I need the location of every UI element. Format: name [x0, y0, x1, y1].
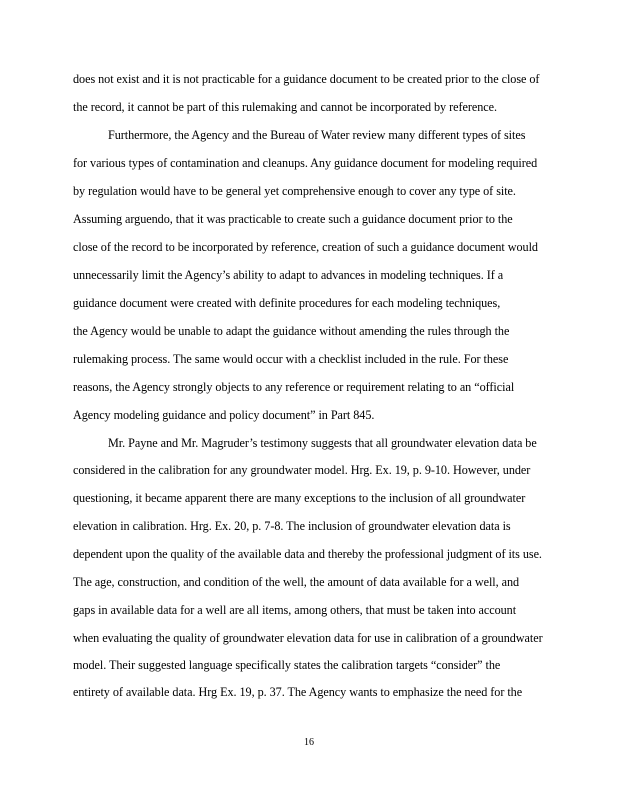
- text-line-18: dependent upon the quality of the available data and thereby the professional judgment of its use.: [73, 547, 542, 561]
- text-line-7: close of the record to be incorporated by reference, creation of such a guidance document would: [73, 240, 538, 254]
- text-line-19: The age, construction, and condition of the well, the amount of data available for a well, and: [73, 575, 520, 589]
- text-line-12: reasons, the Agency strongly objects to any reference or requirement relating to an “official: [73, 380, 515, 394]
- text-line-23: entirety of available data. Hrg Ex. 19, p. 37. The Agency wants to emphasize the need for the: [73, 685, 523, 699]
- text-line-20: gaps in available data for a well are all items, among others, that must be taken into account: [73, 603, 517, 617]
- text-line-14: Mr. Payne and Mr. Magruder’s testimony suggests that all groundwater elevation data be: [108, 436, 537, 450]
- text-line-8: unnecessarily limit the Agency’s ability to adapt to advances in modeling techniques. If a: [73, 268, 504, 282]
- text-line-21: when evaluating the quality of groundwater elevation data for use in calibration of a groundwater: [73, 631, 543, 645]
- text-line-3: Furthermore, the Agency and the Bureau of Water review many different types of sites: [108, 128, 526, 142]
- text-line-16: questioning, it became apparent there are many exceptions to the inclusion of all groundwater: [73, 491, 526, 505]
- text-line-13: Agency modeling guidance and policy document” in Part 845.: [73, 408, 375, 422]
- text-line-11: rulemaking process. The same would occur with a checklist included in the rule. For these: [73, 352, 509, 366]
- text-line-22: model. Their suggested language specifically states the calibration targets “consider” the: [73, 658, 501, 672]
- page-number: 16: [304, 737, 314, 748]
- text-line-9: guidance document were created with definite procedures for each modeling techniques,: [73, 296, 501, 310]
- text-line-2: the record, it cannot be part of this rulemaking and cannot be incorporated by reference.: [73, 100, 497, 114]
- text-line-6: Assuming arguendo, that it was practicable to create such a guidance document prior to the: [73, 212, 513, 226]
- text-line-17: elevation in calibration. Hrg. Ex. 20, p. 7-8. The inclusion of groundwater elevation data is: [73, 519, 511, 533]
- text-line-1: does not exist and it is not practicable for a guidance document to be created prior to the close of: [73, 72, 540, 86]
- text-line-5: by regulation would have to be general yet comprehensive enough to cover any type of site.: [73, 184, 516, 198]
- text-line-15: considered in the calibration for any groundwater model. Hrg. Ex. 19, p. 9-10. However, under: [73, 463, 531, 477]
- text-line-4: for various types of contamination and cleanups. Any guidance document for modeling required: [73, 156, 538, 170]
- text-line-10: the Agency would be unable to adapt the guidance without amending the rules through the: [73, 324, 510, 338]
